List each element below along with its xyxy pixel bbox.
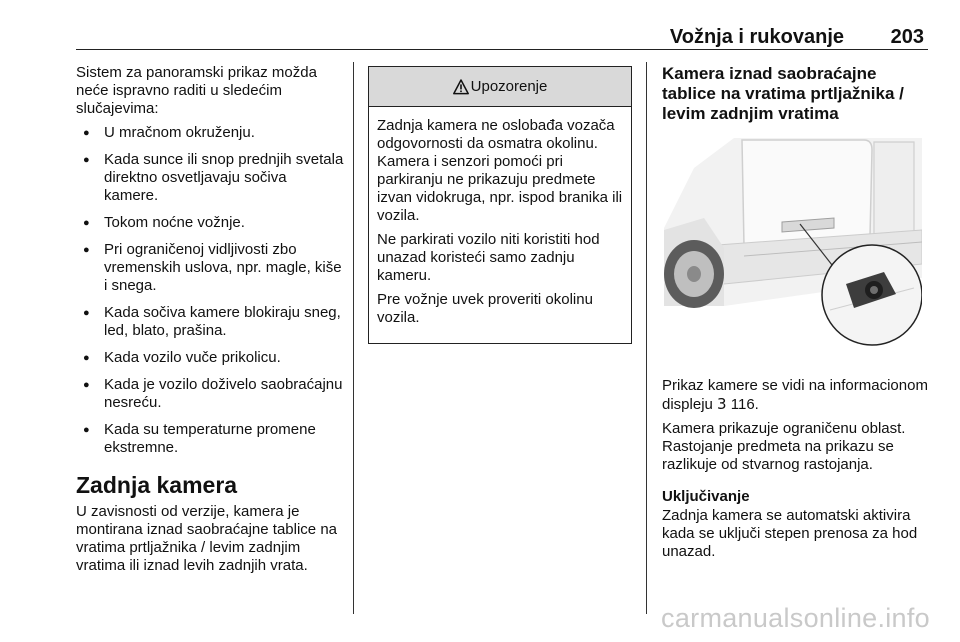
chapter-title: Vožnja i rukovanje xyxy=(669,26,844,48)
warning-header xyxy=(369,67,631,107)
list-item: ● Tokom noćne vožnje. xyxy=(76,214,344,232)
body-paragraph: U zavisnosti od verzije, kamera je montirana iznad saobraćajne tablice na vratima prtljažnika / levim zadnjim vratima ili iznad levih zadnjih vrata. xyxy=(76,503,337,574)
conditions-list xyxy=(76,124,344,457)
column-right xyxy=(662,64,930,567)
body-paragraph: Kamera prikazuje ograničenu oblast. Rastojanje predmeta na prikazu se razlikuje od stvarnog rastojanja. xyxy=(662,420,906,473)
list-item: ● Pri ograničenoj vidljivosti zbo vremenskih uslova, npr. magle, kiše i snega. xyxy=(76,241,344,295)
list-item: ● Kada je vozilo doživelo saobraćajnu nesreću. xyxy=(76,376,344,412)
column-divider xyxy=(353,62,354,614)
page-reference-link[interactable]: 116. xyxy=(730,396,759,413)
page-header xyxy=(76,18,928,50)
body-paragraph: Prikaz kamere se vidi na informacionom displeju 3 116. xyxy=(662,377,928,413)
warning-box xyxy=(368,66,632,344)
watermark: carmanualsonline.info xyxy=(661,603,930,633)
page-reference-icon: 3 xyxy=(717,395,727,413)
body-paragraph: Zadnja kamera se automatski aktivira kada se uključi stepen prenosa za hod unazad. xyxy=(662,507,918,560)
column-left xyxy=(76,64,344,581)
warning-paragraph: Ne parkirati vozilo niti koristiti hod unazad koristeći samo zadnju kameru. xyxy=(377,231,600,284)
warning-paragraph: Zadnja kamera ne oslobađa vozača odgovornosti da osmatra okolinu. Kamera i senzori pomoći pri parkiranju ne prikazuju predmete izvan vidokruga, npr. ispod branika ili vozila. xyxy=(377,117,623,224)
minor-heading: Uključivanje xyxy=(662,488,750,505)
column-middle xyxy=(368,64,632,344)
section-heading: Zadnja kamera xyxy=(76,472,238,498)
list-item: ● Kada sunce ili snop prednjih svetala direktno osvetljavaju sočiva kamere. xyxy=(76,151,344,205)
intro-paragraph: Sistem za panoramski prikaz možda neće ispravno raditi u sledećim slučajevima: xyxy=(76,64,317,117)
page-number: 203 xyxy=(890,26,924,48)
list-item: ● U mračnom okruženju. xyxy=(76,124,344,142)
warning-triangle-icon xyxy=(453,79,469,95)
list-item: ● Kada vozilo vuče prikolicu. xyxy=(76,349,344,367)
subsection-heading: Kamera iznad saobraćajne tablice na vratima prtljažnika / levim zadnjim vratima xyxy=(662,64,904,123)
list-item: ● Kada su temperaturne promene ekstremne. xyxy=(76,421,344,457)
warning-body xyxy=(369,107,631,343)
column-divider xyxy=(646,62,647,614)
warning-paragraph: Pre vožnje uvek proveriti okolinu vozila. xyxy=(377,291,593,326)
list-item: ● Kada sočiva kamere blokiraju sneg, led, blato, prašina. xyxy=(76,304,344,340)
rear-camera-illustration xyxy=(664,138,922,348)
warning-title: Upozorenje xyxy=(470,77,548,95)
